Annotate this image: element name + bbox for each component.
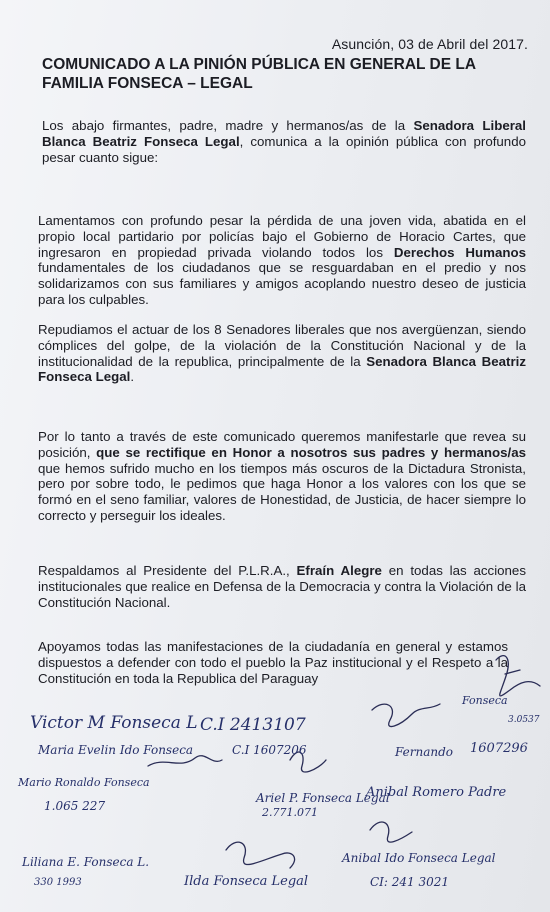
president-name: Efraín Alegre — [296, 563, 382, 578]
signature-anibal-ci: CI: 241 3021 — [370, 875, 450, 889]
signature-fonseca-top: Fonseca — [462, 694, 508, 707]
rectify-request: que se rectifique en Honor a nosotros sus padres y hermanos/as — [96, 444, 526, 460]
paragraph-request: Por lo tanto a través de este comunicado queremos manifestarle que revea su posición, que se rectifique en Honor a nosotros sus padres y hermanos/as que hemos sufrido mucho en los tiempos más oscuros de la Dictadura Stronista, pero por sobre todo, le pedimos que haga Honor a los valores con los que se formó en el seno familiar, valores de Honestidad, de Justicia, de hacer siempre lo correcto y perseguir los ideales. — [38, 429, 526, 523]
signature-scribble-anibal — [370, 822, 412, 842]
signature-ariel-ci: 2.771.071 — [262, 806, 318, 819]
signature-liliana: Liliana E. Fonseca L. — [22, 855, 150, 869]
senator-name-2: Senadora Blanca Beatriz Fonseca Legal — [38, 353, 526, 385]
signature-mario: Mario Ronaldo Fonseca — [18, 776, 150, 789]
intro-paragraph: Los abajo firmantes, padre, madre y hermanos/as de la Senadora Liberal Blanca Beatriz Fonseca Legal, comunica a la opinión pública con profundo pesar cuanto sigue: — [42, 118, 526, 165]
signature-anibal-ci-top: 1607296 — [470, 741, 528, 756]
signature-maria-ci: C.I 1607206 — [232, 743, 307, 757]
signature-liliana-ci: 330 1993 — [34, 877, 82, 888]
document-title: COMUNICADO A LA PINIÓN PÚBLICA EN GENERAL DE LA FAMILIA FONSECA – LEGAL — [42, 56, 476, 92]
signature-scribble-mario — [148, 756, 222, 766]
signature-victor: Victor M Fonseca L — [30, 713, 198, 733]
signature-anibal-top: Anibal Romero Padre — [366, 785, 507, 800]
signatures-area — [0, 640, 550, 912]
signature-scribble-ilda — [226, 842, 295, 868]
document-date: Asunción, 03 de Abril del 2017. — [331, 36, 528, 52]
signature-victor-ci: C.I 2413107 — [200, 715, 306, 735]
signature-ilda: Ilda Fonseca Legal — [184, 874, 309, 889]
signature-number-top: 3.0537 — [508, 715, 540, 725]
signature-fernando: Fernando — [395, 745, 454, 759]
signature-maria: Maria Evelin Ido Fonseca — [38, 743, 194, 757]
paragraph-manifest: Apoyamos todas las manifestaciones de la ciudadanía en general y estamos dispuestos a defender con todo el pueblo la Paz institucional y el Respeto a la Constitución en toda la Republica del Paraguay — [38, 639, 508, 686]
signature-mario-ci: 1.065 227 — [44, 799, 106, 813]
signature-anibal: Anibal Ido Fonseca Legal — [342, 851, 496, 865]
paragraph-lament: Lamentamos con profundo pesar la pérdida de una joven vida, abatida en el propio local partidario por policías bajo el Gobierno de Horacio Cartes, que ingresaron en propiedad privada violando todos los Derechos Humanos fundamentales de los ciudadanos que se resguardaban en el predio y nos solidarizamos con sus familiares y amigos acoplando nuestro deseo de justicia para los culpables. — [38, 213, 526, 307]
signature-scribble-top-right — [496, 656, 540, 696]
signature-scribble-center — [372, 704, 440, 727]
paragraph-support: Respaldamos al Presidente del P.L.R.A., Efraín Alegre en todas las acciones institucionales que realice en Defensa de la Democracia y contra la Violación de la Constitución Nacional. — [38, 563, 526, 610]
paragraph-repudiate: Repudiamos el actuar de los 8 Senadores liberales que nos avergüenzan, siendo cómplices del golpe, de la violación de la Constitución Nacional y de la institucionalidad de la republica, principalmente de la Senadora Blanca Beatriz Fonseca Legal. — [38, 322, 526, 385]
senator-name: Senadora Liberal Blanca Beatriz Fonseca Legal — [42, 118, 526, 149]
human-rights-term: Derechos Humanos — [393, 244, 526, 260]
signature-ariel: Ariel P. Fonseca Legal — [256, 791, 390, 805]
